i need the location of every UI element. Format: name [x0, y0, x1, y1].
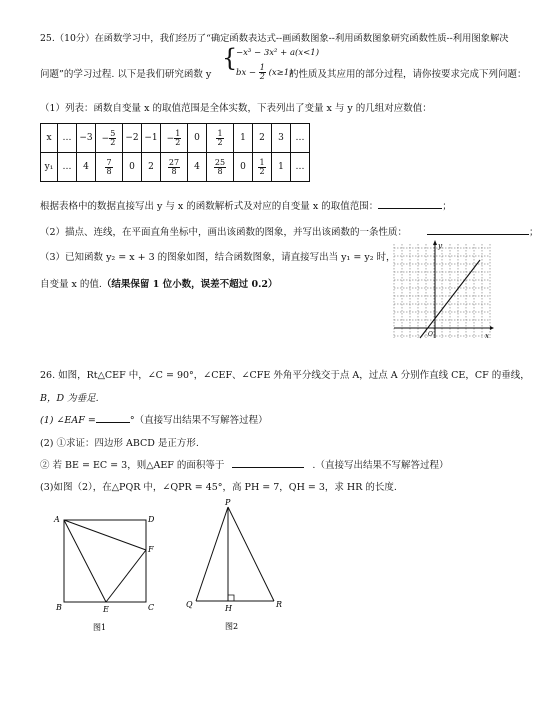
table-cell: $\frac{25}{8}$	[207, 153, 234, 182]
label-C: C	[148, 603, 155, 612]
label-F: F	[148, 545, 154, 554]
x-axis-arrow	[490, 326, 494, 330]
q25-after-table: 根据表格中的数据直接写出 y 与 x 的函数解析式及对应的自变量 x 的取值范围： ；	[40, 201, 452, 212]
table-cell: $\frac{1}{2}$	[253, 153, 272, 182]
square-ABCD	[64, 520, 146, 602]
table-cell: 1	[234, 124, 253, 153]
figure-2-caption: 图2	[225, 622, 239, 631]
table-cell: …	[291, 153, 310, 182]
label-D: D	[148, 515, 155, 524]
table-cell: y₁	[41, 153, 58, 182]
q26-line2: B，D 为垂足.	[40, 393, 99, 404]
q26-part2: (2) ①求证：四边形 ABCD 是正方形.	[40, 438, 199, 449]
table-cell: 3	[272, 124, 291, 153]
segment-PR	[228, 507, 274, 601]
label-P: P	[225, 498, 231, 507]
brace-bottom-case: bx − $\frac{1}{2}$ (x≥1)	[236, 63, 293, 81]
table-cell: 4	[188, 153, 207, 182]
brace-top-case: −x³ − 3x² + a(x<1)	[236, 48, 320, 58]
q25-part3b: 自变量 x 的值.（结果保留 1 位小数，误差不超过 0.2）	[40, 279, 278, 290]
right-angle-mark	[228, 595, 234, 601]
label-B: B	[56, 603, 62, 612]
grid-lines	[394, 244, 490, 338]
graph-x-label: x	[485, 332, 489, 340]
segment-AE	[64, 520, 106, 602]
q25-part1: （1）列表：函数自变量 x 的取值范围是全体实数，下表列出了变量 x 与 y 的几组对应数值：	[40, 103, 432, 114]
figure-1-caption: 图1	[93, 623, 107, 632]
label-E: E	[103, 605, 109, 614]
table-cell: 2	[253, 124, 272, 153]
table-cell: $\frac{7}{8}$	[96, 153, 123, 182]
table-cell: − $\frac{5}{2}$	[96, 124, 123, 153]
q25-part3a: （3）已知函数 y₂ = x + 3 的图象如图，结合函数图象，请直接写出当 y₁ = y₂ 时，	[40, 252, 396, 263]
segment-AF	[64, 520, 146, 550]
label-H: H	[225, 604, 232, 613]
q26-part2b: ② 若 BE = EC = 3，则△AEF 的面积等于 .（直接写出结果不写解答过程）	[40, 460, 449, 471]
table-cell: 0	[123, 153, 142, 182]
figure-2-triangle	[180, 495, 290, 640]
q26-part3: (3)如图（2），在△PQR 中，∠QPR = 45°，高 PH = 7，QH = 3，求 HR 的长度.	[40, 482, 397, 493]
q25-line1: 25.（10分）在函数学习中，我们经历了“确定函数表达式--画函数图象--利用函数图象研究函数性质--利用图象解决	[40, 33, 509, 44]
label-Q: Q	[186, 600, 193, 609]
table-cell: −2	[123, 124, 142, 153]
label-A: A	[54, 515, 60, 524]
q25-part2: （2）描点、连线，在平面直角坐标中，画出该函数的图象，并写出该函数的一条性质： ；	[40, 227, 539, 238]
table-row-y	[41, 153, 310, 182]
table-cell: 4	[77, 153, 96, 182]
table-cell: 0	[234, 153, 253, 182]
table-cell: …	[58, 153, 77, 182]
graph-y-label: y	[438, 242, 442, 250]
table-cell: …	[291, 124, 310, 153]
table-cell: $\frac{27}{8}$	[161, 153, 188, 182]
table-cell: …	[58, 124, 77, 153]
q25-line2a: 问题”的学习过程. 以下是我们研究函数 y	[40, 69, 212, 80]
table-cell: 1	[272, 153, 291, 182]
brace-symbol: {	[222, 44, 238, 72]
table-row-x	[41, 124, 310, 153]
xy-value-table	[40, 123, 310, 182]
table-cell: x	[41, 124, 58, 153]
q26-part1: (1) ∠EAF = °（直接写出结果不写解答过程）	[40, 415, 268, 426]
graph-origin-label: O	[428, 331, 433, 338]
table-cell: $\frac{1}{2}$	[207, 124, 234, 153]
figure-1-square	[50, 510, 165, 640]
table-cell: 2	[142, 153, 161, 182]
coordinate-grid-graph	[390, 240, 494, 340]
table-cell: −1	[142, 124, 161, 153]
table-cell: 0	[188, 124, 207, 153]
table-cell: − $\frac{1}{2}$	[161, 124, 188, 153]
q25-line2b: 的性质及其应用的部分过程，请你按要求完成下列问题：	[289, 69, 527, 80]
table-cell: −3	[77, 124, 96, 153]
y-axis-arrow	[433, 240, 437, 245]
segment-PQ	[196, 507, 228, 601]
segment-EF	[106, 550, 146, 602]
q26-line1: 26. 如图，Rt△CEF 中，∠C = 90°，∠CEF、∠CFE 外角平分线交于点 A，过点 A 分别作直线 CE，CF 的垂线，	[40, 370, 530, 381]
label-R: R	[276, 600, 283, 609]
